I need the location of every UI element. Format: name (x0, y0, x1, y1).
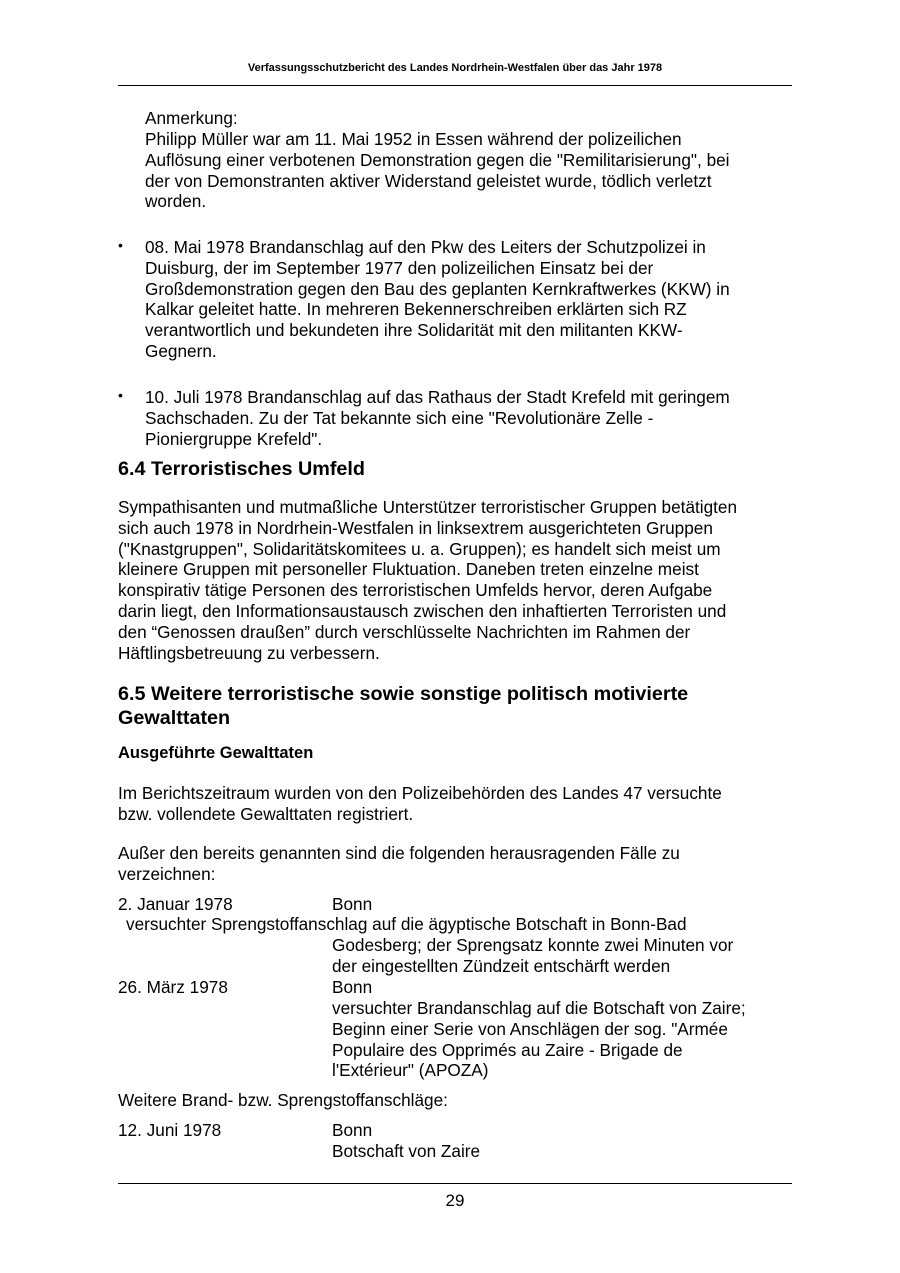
bullet-item: 08. Mai 1978 Brandanschlag auf den Pkw des Leiters der Schutzpolizei in Duisburg, der im September 1977 den polizeilichen Einsatz bei der Großdemonstration gegen den Bau des geplanten Kernkraftwerkes (KKW) in Kalkar geleitet hatte. In mehreren Bekennerschreiben erklärten sich RZ verantwortlich und bekundeten ihre Solidarität mit den militanten KKW- Gegnern. (145, 237, 730, 361)
note-text: Philipp Müller war am 11. Mai 1952 in Essen während der polizeilichen Auflösung einer verbotenen Demonstration gegen die "Remilitarisierung", bei der von Demonstranten aktiver Widerstand geleistet wurde, tödlich verletzt worden. (145, 129, 730, 212)
section-heading-6-4: 6.4 Terroristisches Umfeld (118, 458, 365, 480)
case-place: Bonn (332, 977, 373, 997)
case-place: Bonn (332, 894, 373, 914)
note-label: Anmerkung: (145, 108, 238, 128)
case-description: Botschaft von Zaire (332, 1141, 481, 1161)
footer-rule (118, 1183, 792, 1184)
running-header: Verfassungsschutzbericht des Landes Nordrhein-Westfalen über das Jahr 1978 (247, 62, 663, 74)
header-rule (118, 85, 792, 86)
section-6-5-paragraph-2: Außer den bereits genannten sind die folgenden herausragenden Fälle zu verzeichnen: (118, 843, 680, 884)
bullet-marker: • (118, 237, 123, 253)
bullet-item: 10. Juli 1978 Brandanschlag auf das Rathaus der Stadt Krefeld mit geringem Sachschaden. Zu der Tat bekannte sich eine "Revolutionäre Zelle - Pioniergruppe Krefeld". (145, 387, 730, 449)
section-6-4-paragraph: Sympathisanten und mutmaßliche Unterstützer terroristischer Gruppen betätigten sich auch 1978 in Nordrhein-Westfalen in linksextrem ausgerichteten Gruppen ("Knastgruppen", Solidaritätskomitees u. a. Gruppen); es handelt sich meist um kleinere Gruppen mit personeller Fluktuation. Daneben treten einzelne meist konspirativ tätige Personen des terroristischen Umfelds hervor, deren Aufgabe darin liegt, den Informationsaustausch zwischen den inhaftierten Terroristen und den “Genossen draußen” durch verschlüsselte Nachrichten im Rahmen der Häftlingsbetreuung zu verbessern. (118, 497, 738, 663)
page-number: 29 (445, 1191, 465, 1210)
subheading-ausgefuehrte-gewalttaten: Ausgeführte Gewalttaten (118, 744, 314, 762)
section-6-5-paragraph-1: Im Berichtszeitraum wurden von den Polizeibehörden des Landes 47 versuchte bzw. vollendete Gewalttaten registriert. (118, 783, 722, 824)
section-heading-6-5: 6.5 Weitere terroristische sowie sonstige politisch motivierte Gewalttaten (118, 683, 689, 729)
case-description: versuchter Brandanschlag auf die Botschaft von Zaire; Beginn einer Serie von Anschlägen der sog. "Armée Populaire des Opprimés au Zaire - Brigade de l'Extérieur" (APOZA) (332, 998, 746, 1081)
bullet-marker: • (118, 387, 123, 403)
case-date: 26. März 1978 (118, 977, 228, 997)
further-attacks-label: Weitere Brand- bzw. Sprengstoffanschläge: (118, 1090, 448, 1110)
case-place: Bonn (332, 1120, 373, 1140)
case-description-first-line: versuchter Sprengstoffanschlag auf die ägyptische Botschaft in Bonn-Bad (126, 914, 687, 934)
case-description: Godesberg; der Sprengsatz konnte zwei Minuten vor der eingestellten Zündzeit entschärft werden (332, 935, 734, 976)
case-date: 2. Januar 1978 (118, 894, 233, 914)
case-date: 12. Juni 1978 (118, 1120, 222, 1140)
